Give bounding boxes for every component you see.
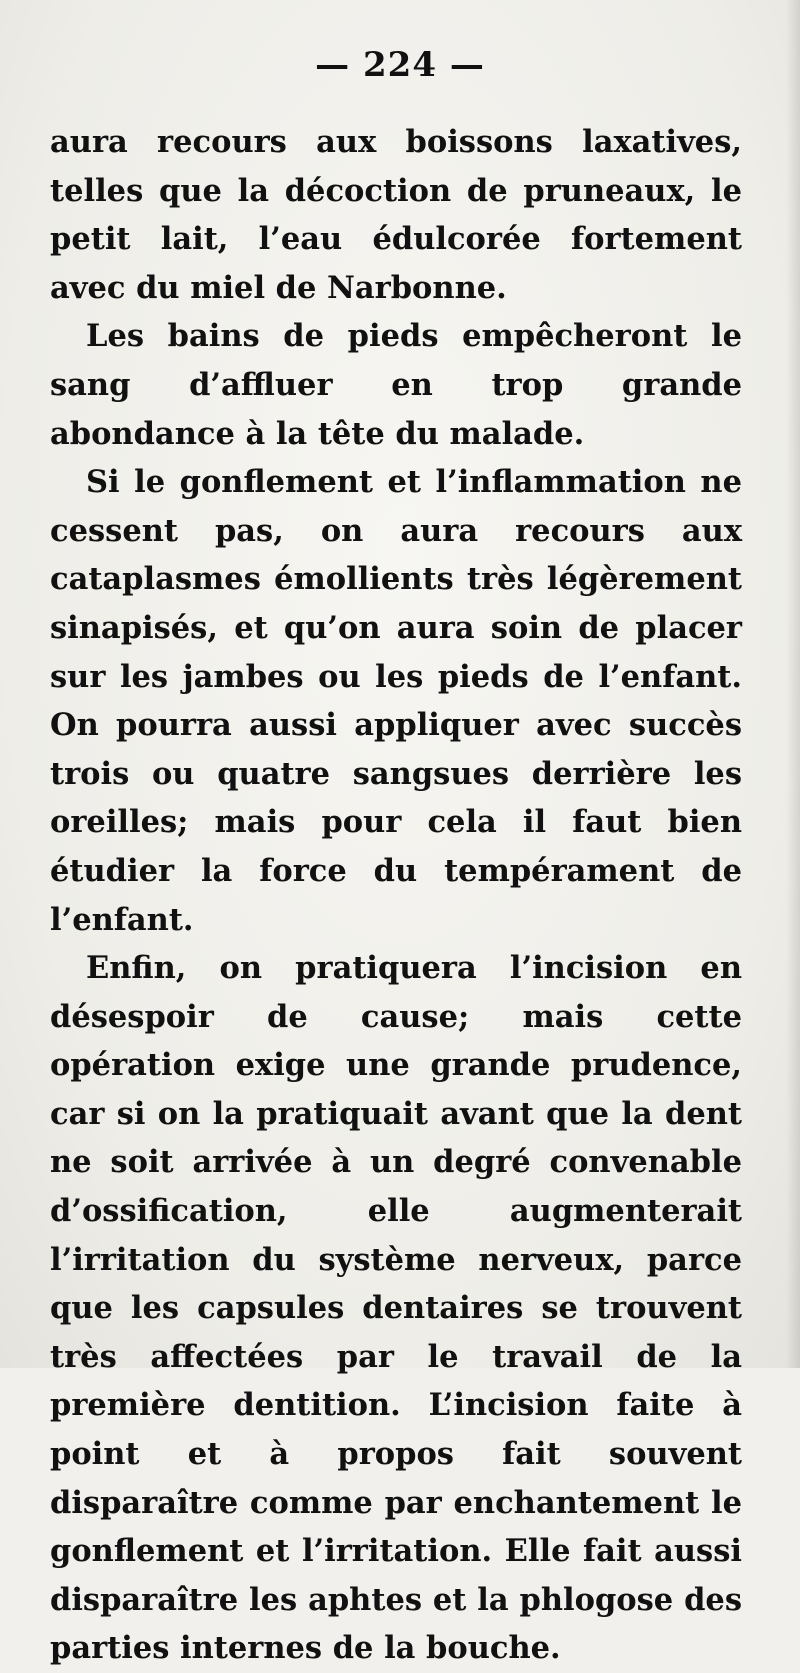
paragraph-poultices-leeches: Si le gonflement et l’inflammation ne cessent pas, on aura recours aux cataplasmes émollients très légèrement sinapisés, et qu’on aura soin de placer sur les jambes ou les pieds de l’enfant. On pourra aussi appliquer avec succès trois ou quatre sangsues derrière les oreilles; mais pour cela il faut bien étudier la force du tempérament de l’enfant. xyxy=(50,464,742,938)
paragraph-foot-baths: Les bains de pieds empêcheront le sang d’affluer en trop grande abondance à la tête du malade. xyxy=(50,318,742,452)
page-number: — 224 — xyxy=(315,45,485,85)
page-edge-shadow xyxy=(786,0,800,1368)
page-body xyxy=(50,118,742,1673)
paragraph-incision: Enfin, on pratiquera l’incision en désespoir de cause; mais cette opération exige une grande prudence, car si on la pratiquait avant que la dent ne soit arrivée à un degré convenable d’ossification, elle augmenterait l’irritation du système nerveux, parce que les capsules dentaires se trouvent très affectées par le travail de la première dentition. L’incision faite à point et à propos fait souvent disparaître comme par enchantement le gonflement et l’irritation. Elle fait aussi disparaître les aphtes et la phlogose des parties internes de la bouche. xyxy=(50,950,742,1667)
paragraph-continuation: aura recours aux boissons laxatives, telles que la décoction de pruneaux, le petit lait, l’eau édulcorée fortement avec du miel de Narbonne. xyxy=(50,124,742,306)
